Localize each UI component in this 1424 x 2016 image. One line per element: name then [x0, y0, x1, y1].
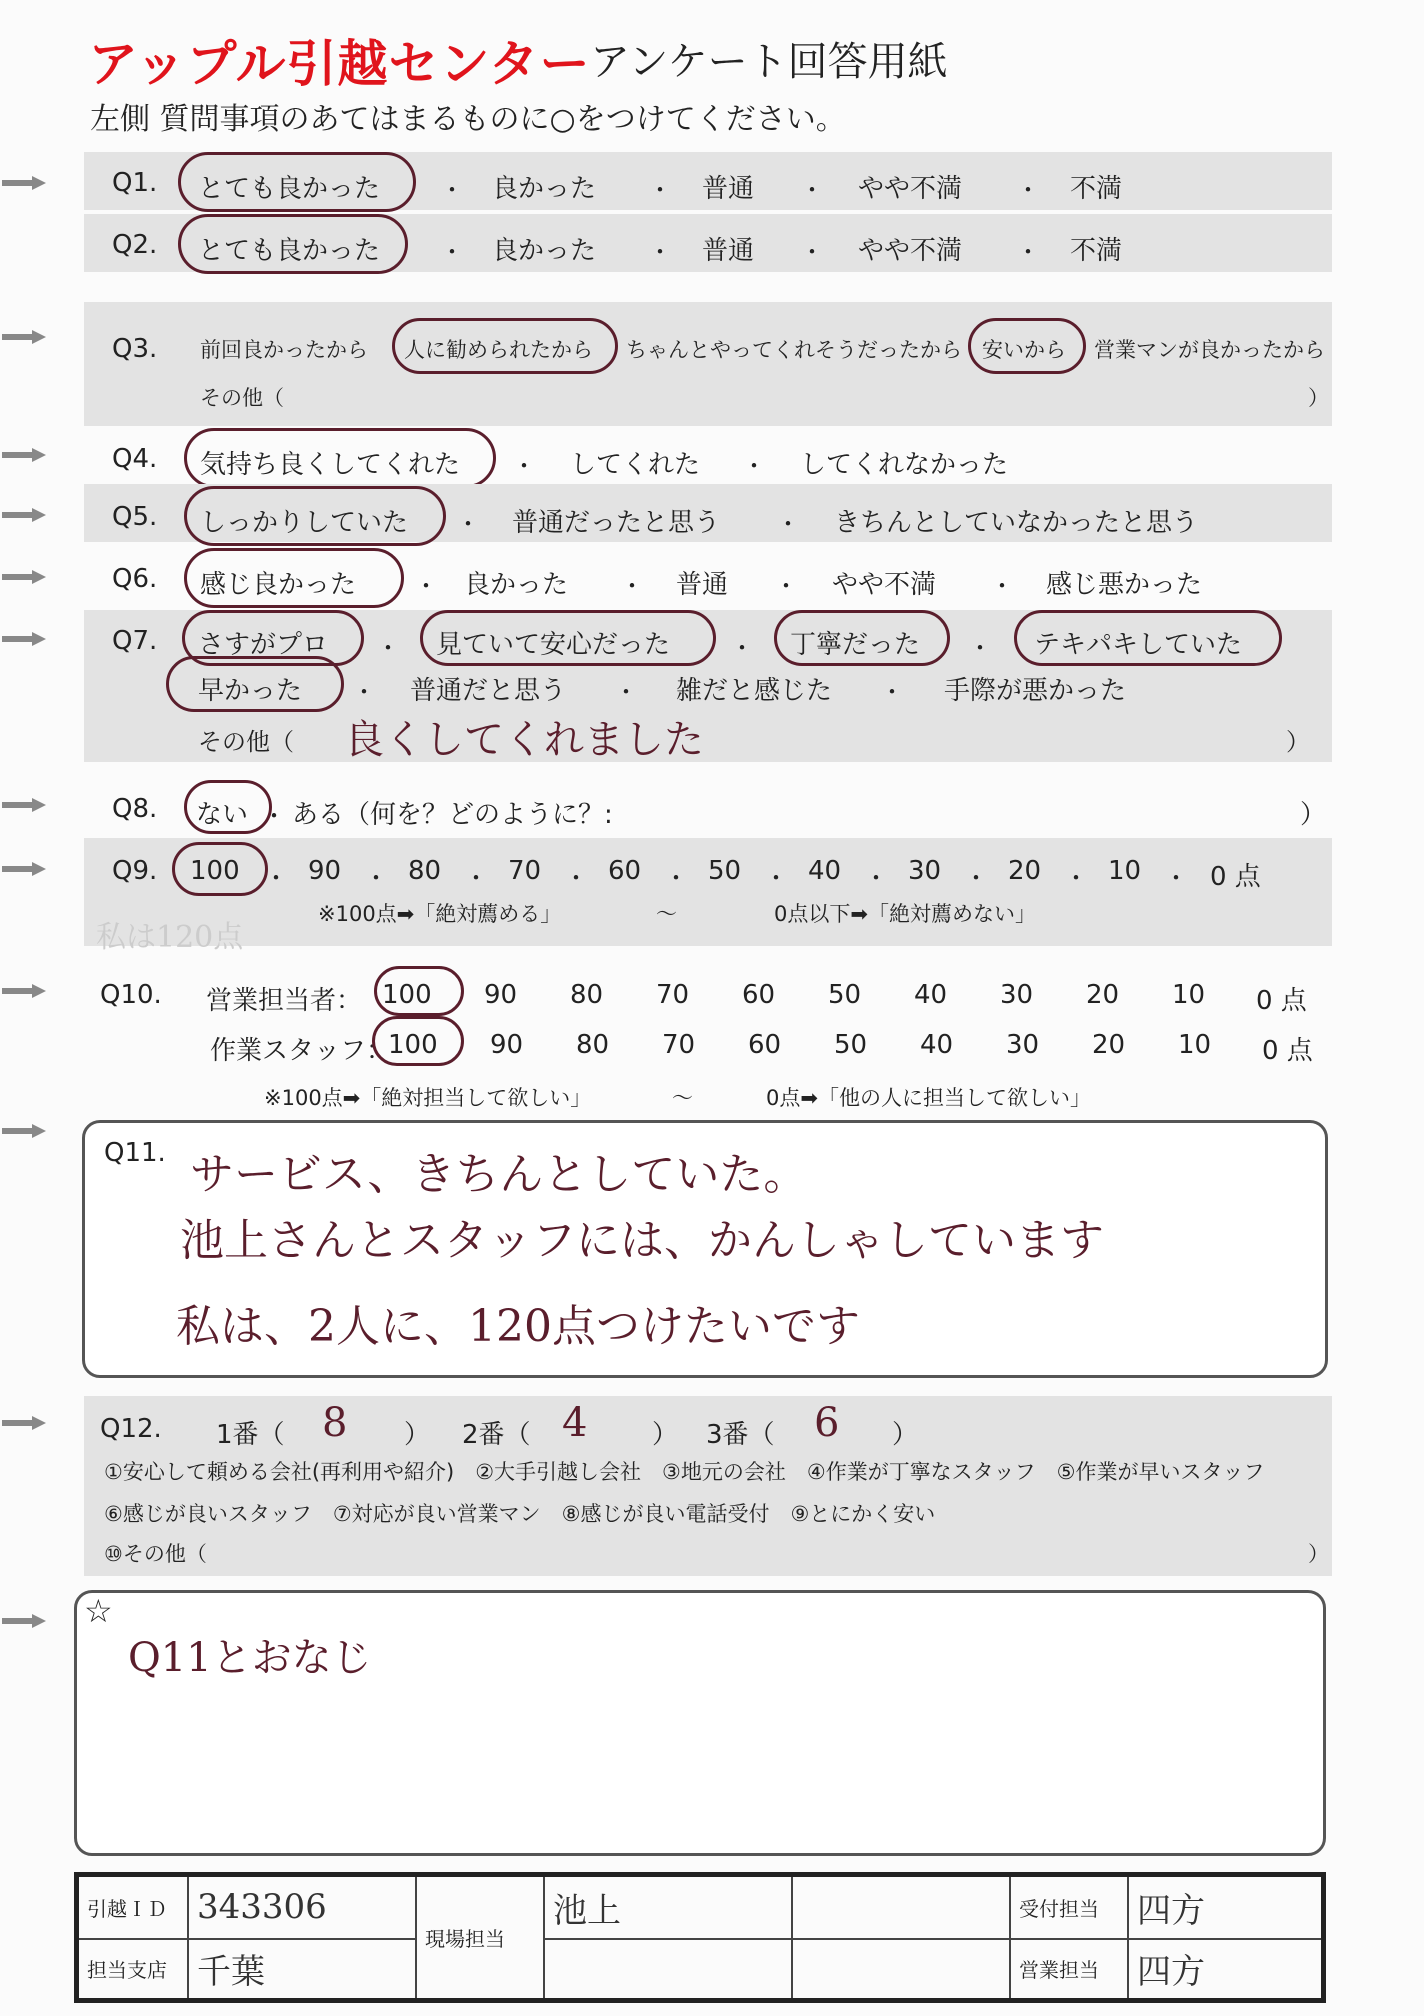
q2-label: Q2.: [112, 230, 158, 260]
q3-option[interactable]: ちゃんとやってくれそうだったから: [626, 338, 962, 362]
q5-option[interactable]: しっかりしていた: [200, 508, 409, 538]
q7-option[interactable]: 普通だと思う: [410, 676, 567, 706]
q10-staff-score[interactable]: 80: [576, 1030, 610, 1060]
q7-other-label: その他（: [198, 728, 294, 756]
margin-arrow-icon: [2, 330, 46, 344]
q1-label: Q1.: [112, 168, 158, 198]
q2-option[interactable]: やや不満: [858, 236, 963, 266]
q6-label: Q6.: [112, 564, 158, 594]
q12-rank1-label: 1番（: [216, 1420, 285, 1450]
q7-option[interactable]: テキパキしていた: [1034, 630, 1243, 660]
q11-label: Q11.: [104, 1138, 166, 1168]
q3-option[interactable]: 営業マンが良かったから: [1094, 338, 1325, 362]
answer-circle: [392, 318, 618, 374]
branch-value[interactable]: 千葉: [188, 1939, 416, 2001]
q10-staff-score[interactable]: 20: [1092, 1030, 1126, 1060]
q7-option[interactable]: さすがプロ: [198, 630, 329, 660]
q6-option[interactable]: 普通: [676, 570, 729, 600]
q2-option[interactable]: 不満: [1070, 236, 1123, 266]
instruction-text: 左側 質問事項のあてはまるものに○をつけてください。: [90, 102, 846, 137]
q12-rank2-close: ）: [652, 1420, 679, 1450]
comment-text: Q11とおなじ: [128, 1635, 372, 1681]
q12-choices-line2: ⑥感じが良いスタッフ ⑦対応が良い営業マン ⑧感じが良い電話受付 ⑨とにかく安い: [104, 1502, 936, 1526]
answer-circle: [774, 610, 950, 666]
q5-option[interactable]: 普通だったと思う: [512, 508, 721, 538]
q10-sales-score[interactable]: 50: [828, 980, 862, 1010]
q10-staff-score[interactable]: 60: [748, 1030, 782, 1060]
q9-score[interactable]: 100: [190, 856, 240, 886]
q10-sales-score[interactable]: 80: [570, 980, 604, 1010]
q10-staff-label: 作業スタッフ：: [210, 1036, 393, 1066]
margin-arrow-icon: [2, 1124, 46, 1138]
margin-arrow-icon: [2, 984, 46, 998]
q11-answer-line: 池上さんとスタッフには、かんしゃしています: [180, 1215, 1104, 1266]
q12-label: Q12.: [100, 1414, 162, 1444]
q7-other-answer[interactable]: 良くしてくれました: [344, 717, 704, 763]
q1-option[interactable]: とても良かった: [198, 174, 381, 204]
q9-score[interactable]: 30: [908, 856, 942, 886]
q8-close: ）: [1300, 800, 1327, 830]
q10-staff-score[interactable]: 0 点: [1262, 1036, 1313, 1066]
q2-option[interactable]: 普通: [702, 236, 755, 266]
site-label: 現場担当: [416, 1875, 544, 2001]
q3-other-close: ）: [1308, 386, 1329, 410]
q10-sales-score[interactable]: 40: [914, 980, 948, 1010]
q1-option[interactable]: 良かった: [492, 174, 597, 204]
q9-score[interactable]: 60: [608, 856, 642, 886]
q4-option[interactable]: してくれた: [570, 450, 701, 480]
q9-score[interactable]: 10: [1108, 856, 1142, 886]
q12-rank2-label: 2番（: [462, 1420, 531, 1450]
margin-arrow-icon: [2, 508, 46, 522]
q3-option[interactable]: 安いから: [982, 338, 1066, 362]
margin-arrow-icon: [2, 448, 46, 462]
q3-other-label: その他（: [200, 386, 284, 410]
q9-note-tilde: 〜: [656, 902, 677, 926]
q10-staff-score[interactable]: 90: [490, 1030, 524, 1060]
q1-option[interactable]: 不満: [1070, 174, 1123, 204]
q8-option[interactable]: ある（何を？どのように？:: [292, 800, 613, 830]
q9-note-low: 0点以下➡「絶対薦めない」: [774, 902, 1036, 926]
q3-label: Q3.: [112, 334, 158, 364]
q4-label: Q4.: [112, 444, 158, 474]
q10-sales-score[interactable]: 0 点: [1256, 986, 1307, 1016]
answer-circle: [178, 152, 416, 212]
q12-rank3-label: 3番（: [706, 1420, 775, 1450]
q5-label: Q5.: [112, 502, 158, 532]
brand-title: アップル引越センター: [88, 35, 591, 93]
reception-label: 受付担当: [1010, 1875, 1128, 1939]
q10-sales-score[interactable]: 30: [1000, 980, 1034, 1010]
q11-answer-line: 私は、2人に、120点つけたいです: [176, 1301, 860, 1352]
q3-option[interactable]: 前回良かったから: [200, 338, 368, 362]
answer-circle: [968, 318, 1086, 374]
q6-option[interactable]: 良かった: [464, 570, 569, 600]
q4-option[interactable]: 気持ち良くしてくれた: [200, 450, 461, 480]
answer-circle: [184, 780, 272, 834]
move-id-label: 引越ＩＤ: [77, 1875, 189, 1939]
q9-score[interactable]: 90: [308, 856, 342, 886]
q9-note-high: ※100点➡「絶対薦める」: [318, 902, 562, 926]
q12-rank1-value[interactable]: 8: [322, 1400, 348, 1446]
q10-note-low: 0点➡「他の人に担当して欲しい」: [766, 1086, 1091, 1110]
q10-staff-score[interactable]: 10: [1178, 1030, 1212, 1060]
answer-circle: [166, 656, 344, 712]
margin-arrow-icon: [2, 862, 46, 876]
answer-circle: [184, 486, 446, 546]
answer-circle: [420, 610, 716, 666]
q10-sales-score[interactable]: 10: [1172, 980, 1206, 1010]
margin-arrow-icon: [2, 570, 46, 584]
branch-label: 担当支店: [77, 1939, 189, 2001]
q12-other-close: ）: [1308, 1542, 1329, 1566]
q7-option[interactable]: 早かった: [198, 676, 303, 706]
q12-rank2-value[interactable]: 4: [562, 1400, 588, 1446]
q10-sales-score[interactable]: 90: [484, 980, 518, 1010]
q9-score[interactable]: 40: [808, 856, 842, 886]
form-subtitle: アンケート回答用紙: [590, 39, 948, 85]
q2-option[interactable]: 良かった: [492, 236, 597, 266]
q7-option[interactable]: 雑だと感じた: [676, 676, 833, 706]
q10-sales-score[interactable]: 20: [1086, 980, 1120, 1010]
q10-label: Q10.: [100, 980, 162, 1010]
q10-staff-score[interactable]: 70: [662, 1030, 696, 1060]
margin-arrow-icon: [2, 176, 46, 190]
staff-info-table: [74, 1872, 1326, 2003]
q8-option[interactable]: ない: [196, 800, 249, 830]
q10-staff-score[interactable]: 50: [834, 1030, 868, 1060]
q10-sales-label: 営業担当者：: [206, 986, 363, 1016]
answer-circle: [1014, 610, 1282, 666]
q10-staff-score[interactable]: 30: [1006, 1030, 1040, 1060]
margin-arrow-icon: [2, 632, 46, 646]
q12-rank1-close: ）: [404, 1420, 431, 1450]
q7-option[interactable]: 手際が悪かった: [944, 676, 1127, 706]
q10-staff-score[interactable]: 40: [920, 1030, 954, 1060]
q8-label: Q8.: [112, 794, 158, 824]
q6-option[interactable]: やや不満: [832, 570, 937, 600]
q3-option[interactable]: 人に勧められたから: [404, 338, 593, 362]
q10-sales-score[interactable]: 60: [742, 980, 776, 1010]
q9-margin-note: 私は120点: [96, 920, 244, 955]
margin-arrow-icon: [2, 1416, 46, 1430]
q7-other-close: ）: [1286, 728, 1310, 756]
reception-value[interactable]: 四方: [1128, 1875, 1324, 1939]
q10-note-high: ※100点➡「絶対担当して欲しい」: [264, 1086, 592, 1110]
q9-score[interactable]: 70: [508, 856, 542, 886]
answer-circle: [184, 428, 496, 488]
q12-other-label: ⑩その他（: [104, 1542, 207, 1566]
q10-sales-score[interactable]: 70: [656, 980, 690, 1010]
q2-option[interactable]: とても良かった: [198, 236, 381, 266]
q12-rank3-value[interactable]: 6: [814, 1400, 840, 1446]
q1-option[interactable]: 普通: [702, 174, 755, 204]
q9-score[interactable]: 80: [408, 856, 442, 886]
q10-sales-score[interactable]: 100: [382, 980, 432, 1010]
q4-option[interactable]: してくれなかった: [800, 450, 1009, 480]
site-value[interactable]: 池上: [544, 1875, 792, 1939]
q7-option[interactable]: 丁寧だった: [790, 630, 921, 660]
answer-circle: [184, 548, 404, 608]
q1-option[interactable]: やや不満: [858, 174, 963, 204]
q6-option[interactable]: 感じ悪かった: [1046, 570, 1203, 600]
q9-score[interactable]: 20: [1008, 856, 1042, 886]
star-icon: ☆: [84, 1592, 113, 1630]
q7-label: Q7.: [112, 626, 158, 656]
q12-choices-line1: ①安心して頼める会社(再利用や紹介) ②大手引越し会社 ③地元の会社 ④作業が丁寧なスタッフ ⑤作業が早いスタッフ: [104, 1460, 1265, 1484]
sales-label: 営業担当: [1010, 1939, 1128, 2001]
q11-answer-line: サービス、きちんとしていた。: [190, 1149, 808, 1200]
q9-score[interactable]: 0 点: [1210, 862, 1261, 892]
q9-label: Q9.: [112, 856, 158, 886]
answer-circle: [178, 214, 408, 274]
q6-option[interactable]: 感じ良かった: [200, 570, 357, 600]
margin-arrow-icon: [2, 1614, 46, 1628]
sales-value[interactable]: 四方: [1128, 1939, 1324, 2001]
margin-arrow-icon: [2, 798, 46, 812]
q7-option[interactable]: 見ていて安心だった: [436, 630, 671, 660]
q9-score[interactable]: 50: [708, 856, 742, 886]
q5-option[interactable]: きちんとしていなかったと思う: [834, 508, 1199, 538]
q10-note-tilde: 〜: [672, 1086, 693, 1110]
q12-rank3-close: ）: [892, 1420, 919, 1450]
move-id-value[interactable]: 343306: [188, 1875, 416, 1939]
q10-staff-score[interactable]: 100: [388, 1030, 438, 1060]
